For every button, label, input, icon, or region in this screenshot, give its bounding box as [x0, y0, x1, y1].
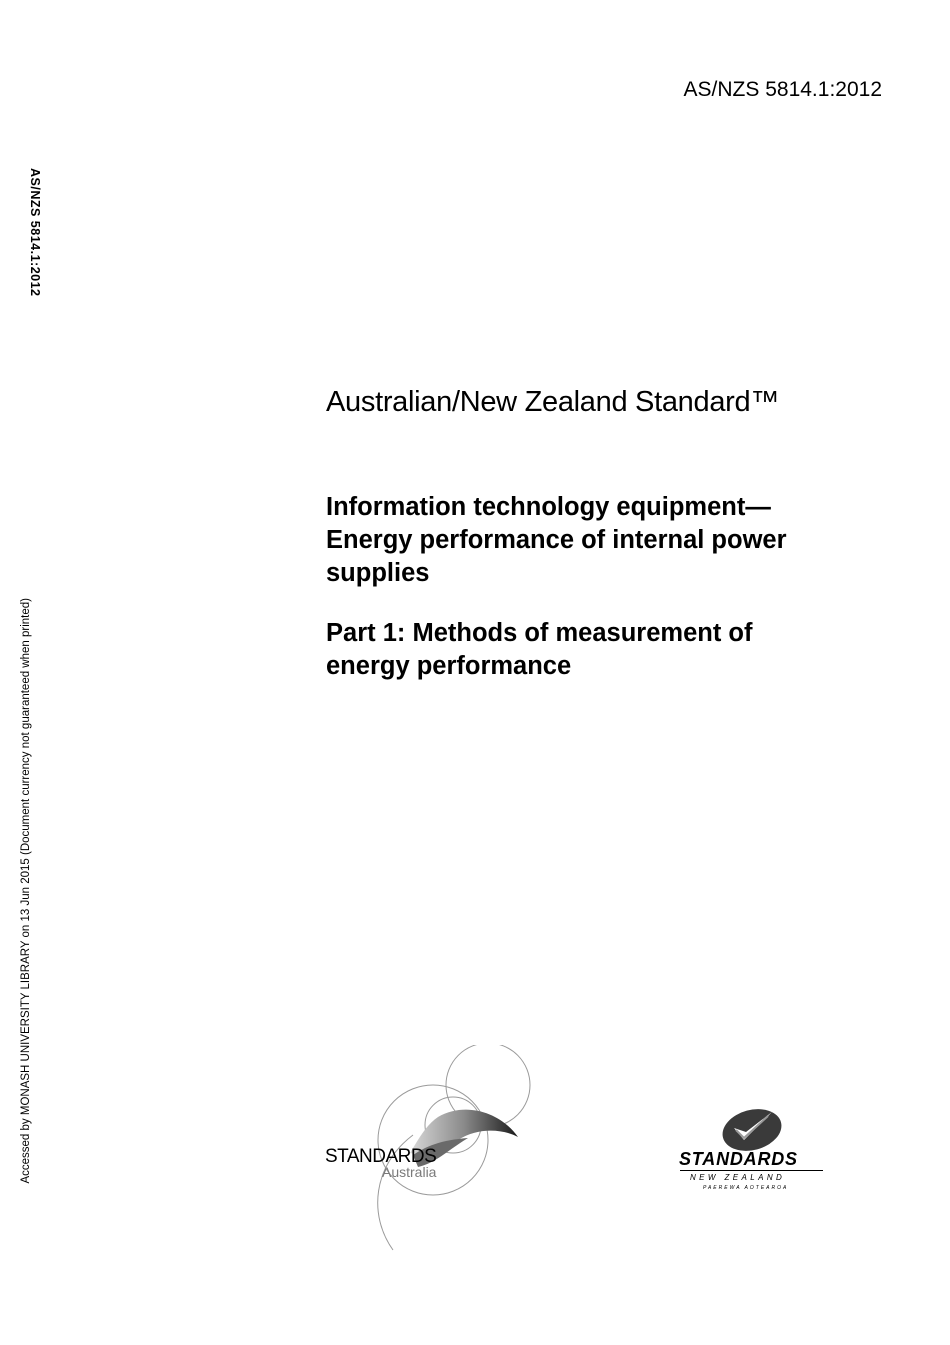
standards-australia-wordmark: STANDARDS [325, 1146, 437, 1167]
part-line: Part 1: Methods of measurement of [326, 619, 753, 647]
document-title [326, 491, 886, 590]
title-line: Energy performance of internal power [326, 526, 787, 554]
standards-nz-wordmark: STANDARDS [679, 1149, 798, 1169]
part-title [326, 617, 886, 683]
standards-nz-logo [716, 1106, 786, 1152]
title-line: Information technology equipment— [326, 493, 771, 521]
standards-australia-subtitle: Australia [382, 1164, 437, 1180]
access-note: Accessed by MONASH UNIVERSITY LIBRARY on 13 Jun 2015 (Document currency not guaranteed when printed) [20, 598, 32, 1184]
part-line: energy performance [326, 652, 572, 680]
standards-nz-divider [680, 1170, 823, 1171]
standards-nz-maori-subtitle: PAEREWA AOTEAROA [703, 1185, 789, 1191]
standards-nz-subtitle: NEW ZEALAND [690, 1173, 786, 1182]
standard-type: Australian/New Zealand Standard™ [326, 386, 780, 418]
document-code: AS/NZS 5814.1:2012 [683, 78, 882, 101]
title-line: supplies [326, 559, 430, 587]
spine-document-code: AS/NZS 5814.1:2012 [28, 168, 42, 297]
